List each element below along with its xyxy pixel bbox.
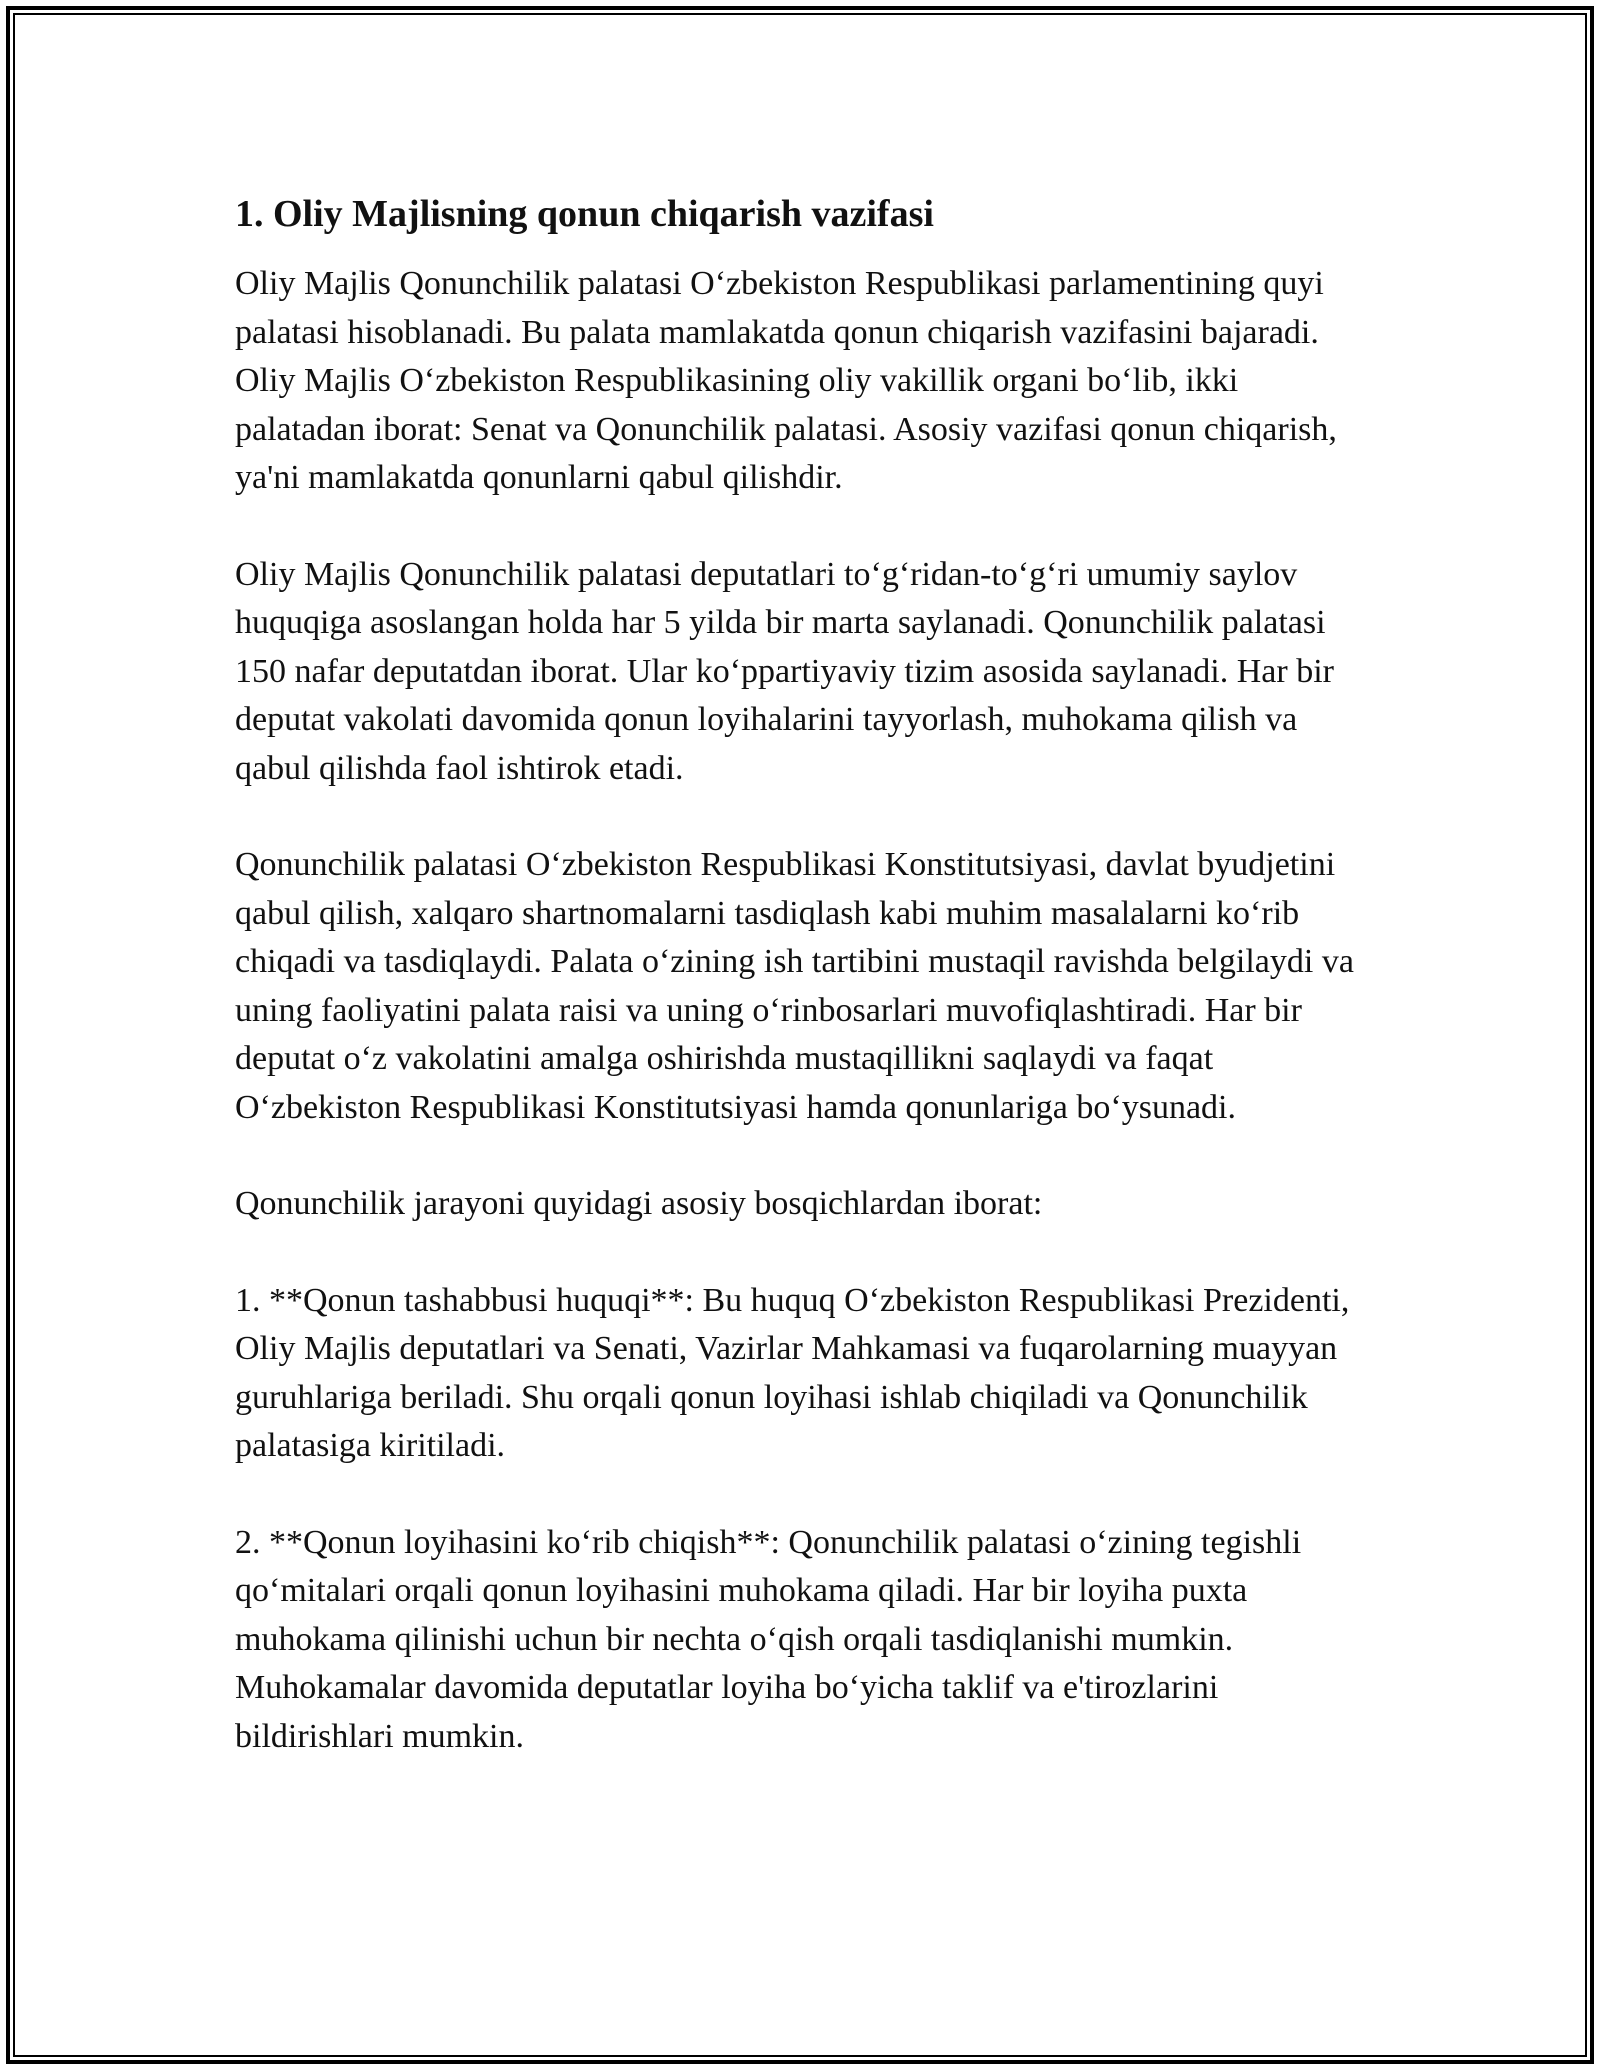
paragraph-powers: Qonunchilik palatasi O‘zbekiston Respublikasi Konstitutsiyasi, davlat byudjetini qabul qilish, xalqaro shartnomalarni tasdiqlash kabi muhim masalalarni ko‘rib chiqadi va tasdiqlaydi. Palata o‘zining ish tartibini mustaqil ravishda belgilaydi va uning faoliyatini palata raisi va uning o‘rinbosarlari muvofiqlashtiradi. Har bir deputat o‘z vakolatini amalga oshirishda mustaqillikni saqlaydi va faqat O‘zbekiston Respublikasi Konstitutsiyasi hamda qonunlariga bo‘ysunadi. [235, 846, 1354, 1126]
paragraph-intro: Oliy Majlis Qonunchilik palatasi O‘zbekiston Respublikasi parlamentining quyi palatasi hisoblanadi. Bu palata mamlakatda qonun chiqarish vazifasini bajaradi. Oliy Majlis O‘zbekiston Respublikasining oliy vakillik organi bo‘lib, ikki palatadan iborat: Senat va Qonunchilik palatasi. Asosiy vazifasi qonun chiqarish, ya'ni mamlakatda qonunlarni qabul qilishdir. [235, 265, 1337, 496]
paragraph-deputies: Oliy Majlis Qonunchilik palatasi deputatlari to‘g‘ridan-to‘g‘ri umumiy saylov huquqiga asoslangan holda har 5 yilda bir marta saylanadi. Qonunchilik palatasi 150 nafar deputatdan iborat. Ular ko‘ppartiyaviy tizim asosida saylanadi. Har bir deputat vakolati davomida qonun loyihalarini tayyorlash, muhokama qilish va qabul qilishda faol ishtirok etadi. [235, 555, 1334, 787]
list-item-review: 2. **Qonun loyihasini ko‘rib chiqish**: Qonunchilik palatasi o‘zining tegishli qo‘mitalari orqali qonun loyihasini muhokama qiladi. Har bir loyiha puxta muhokama qilinishi uchun bir nechta o‘qish orqali tasdiqlanishi mumkin. Muhokamalar davomida deputatlar loyiha bo‘yicha taklif va e'tirozlarini bildirishlari mumkin. [235, 1523, 1302, 1755]
document-body [235, 188, 1365, 1809]
list-item-initiative: 1. **Qonun tashabbusi huquqi**: Bu huquq O‘zbekiston Respublikasi Prezidenti, Oliy Majlis deputatlari va Senati, Vazirlar Mahkamasi va fuqarolarning muayyan guruhlariga beriladi. Shu orqali qonun loyihasi ishlab chiqiladi va Qonunchilik palatasiga kiritiladi. [235, 1281, 1350, 1464]
section-heading: 1. Oliy Majlisning qonun chiqarish vazifasi [235, 193, 934, 235]
paragraph-process-intro: Qonunchilik jarayoni quyidagi asosiy bosqichlardan iborat: [235, 1185, 1043, 1222]
